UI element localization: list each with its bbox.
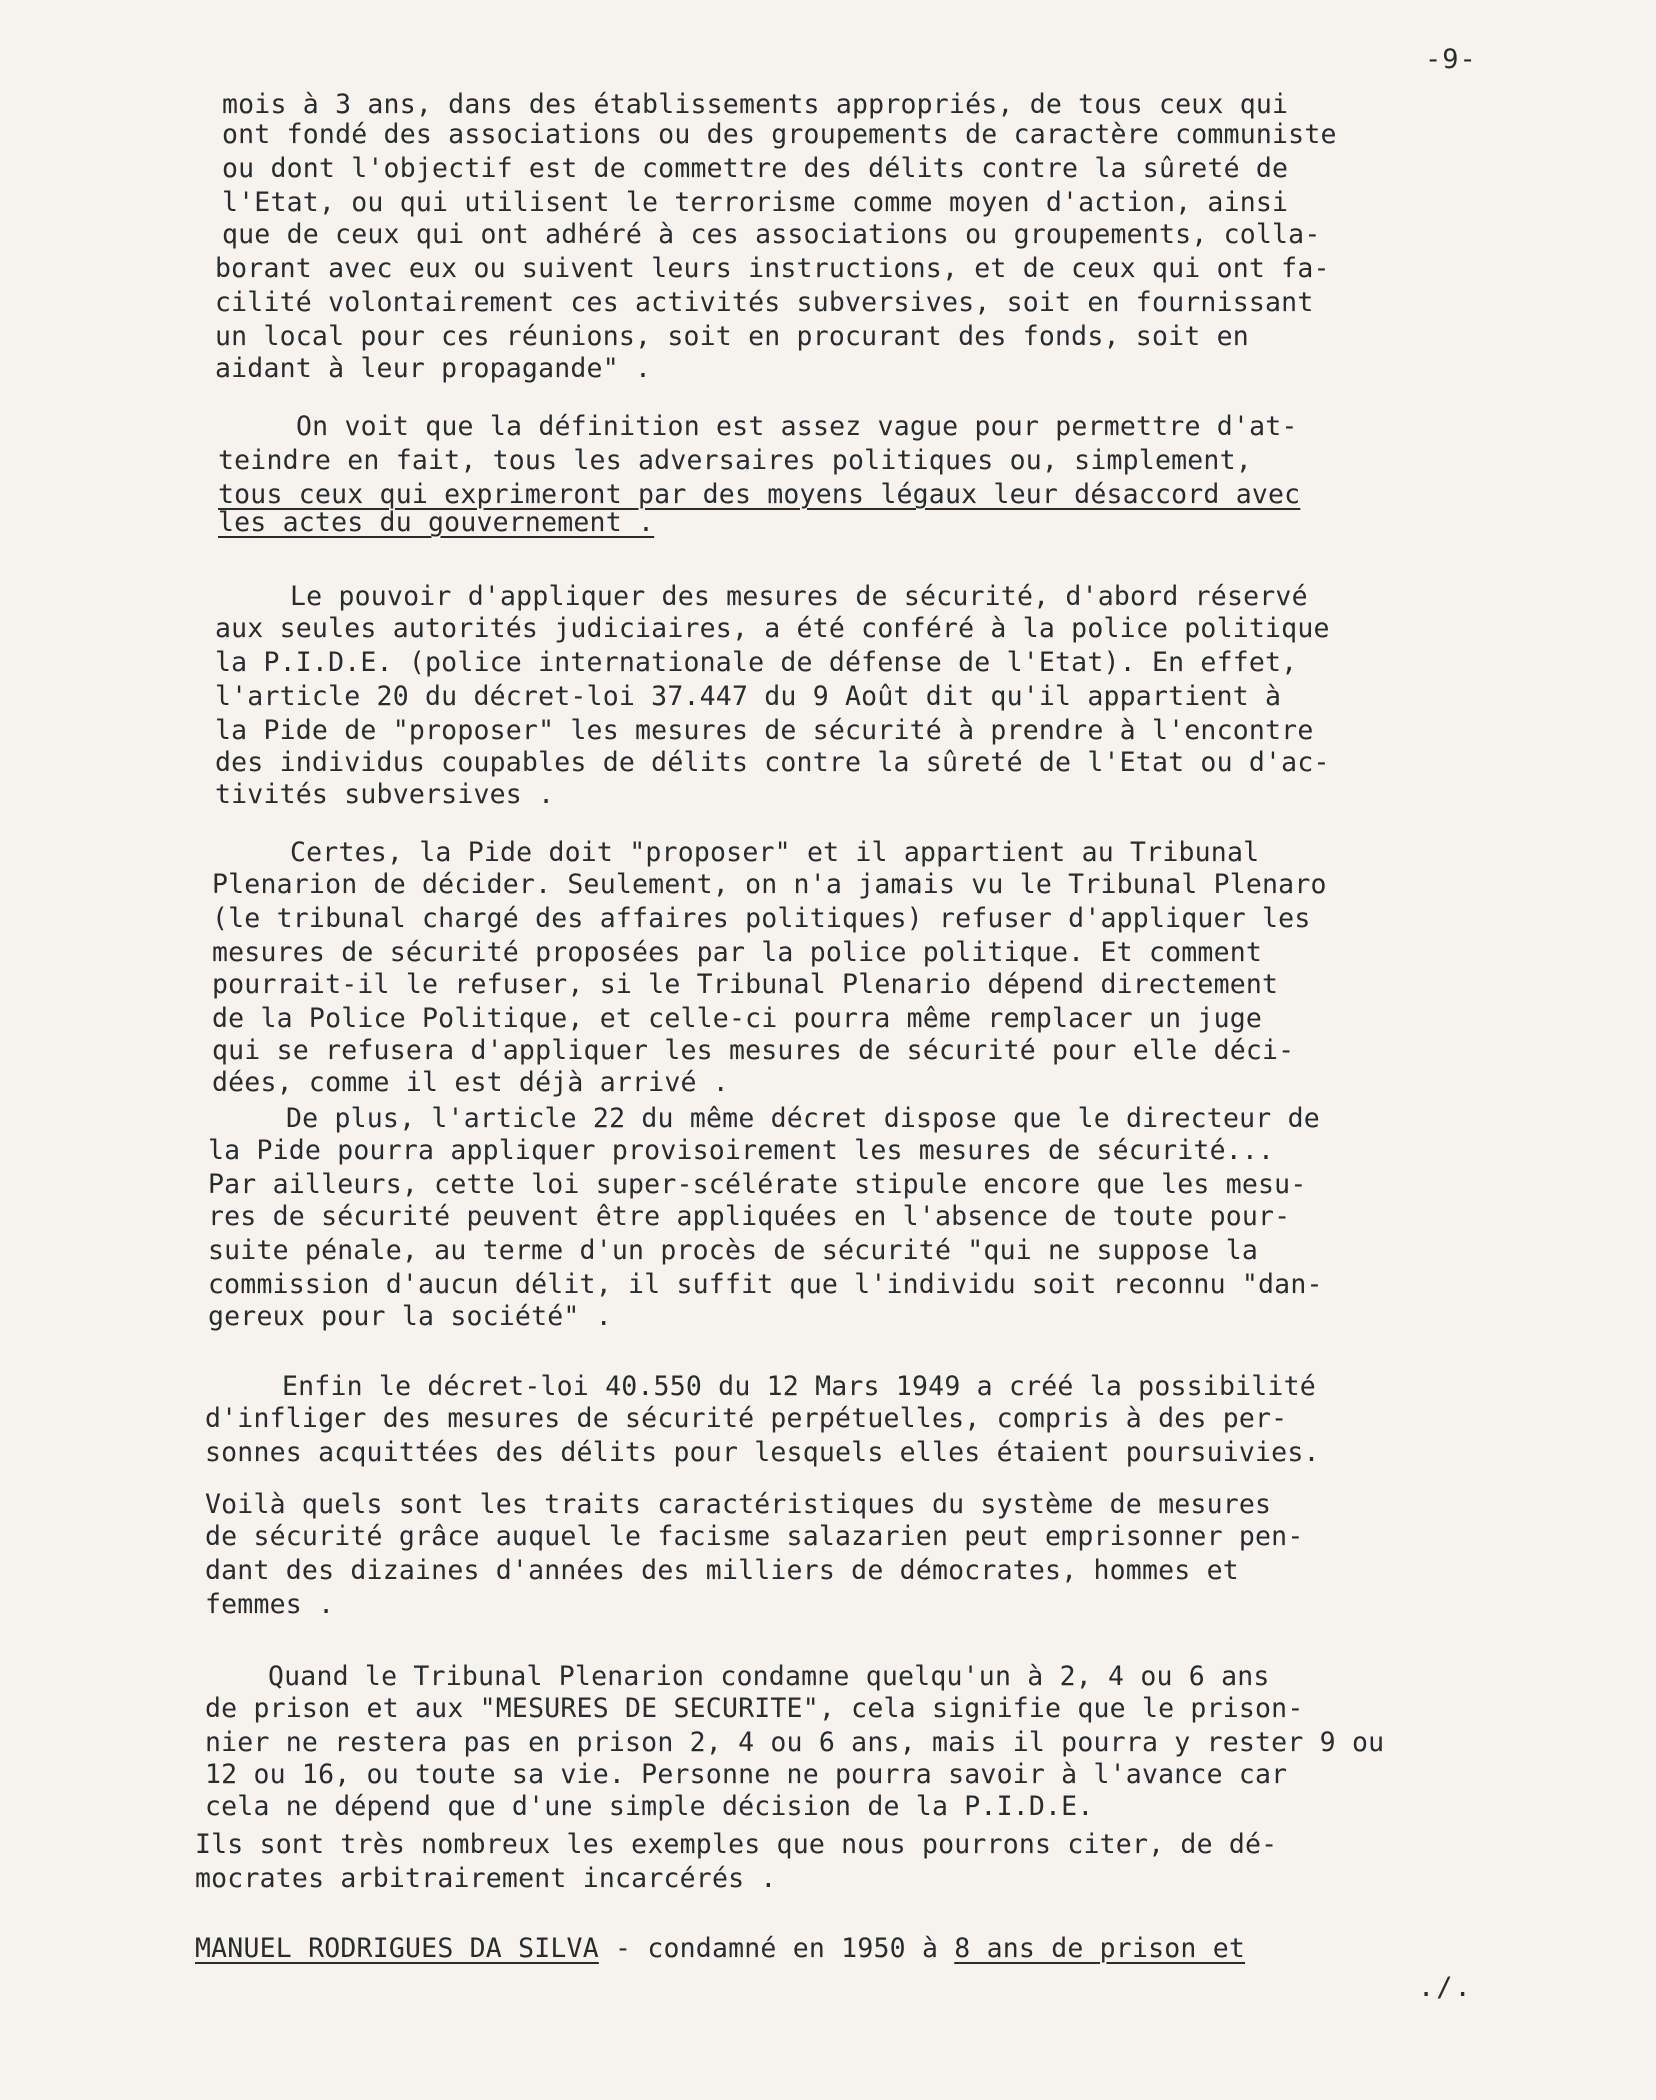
text-line: mois à 3 ans, dans des établissements appropriés, de tous ceux qui	[222, 89, 1289, 120]
text-line: Le pouvoir d'appliquer des mesures de sécurité, d'abord réservé	[290, 581, 1308, 612]
detainee-sentence-intro: - condamné en 1950 à	[598, 1933, 955, 1964]
text-line: dées, comme il est déjà arrivé .	[212, 1067, 729, 1098]
text-line: sonnes acquittées des délits pour lesquels elles étaient poursuivies.	[205, 1437, 1320, 1468]
text-line: aux seules autorités judiciaires, a été conféré à la police politique	[215, 613, 1330, 644]
text-line: Quand le Tribunal Plenarion condamne quelqu'un à 2, 4 ou 6 ans	[268, 1661, 1270, 1692]
underlined-text-line: tous ceux qui exprimeront par des moyens légaux leur désaccord avec	[218, 479, 1301, 510]
text-line: la P.I.D.E. (police internationale de défense de l'Etat). En effet,	[215, 647, 1298, 678]
text-line: teindre en fait, tous les adversaires politiques ou, simplement,	[218, 445, 1252, 476]
text-line: l'article 20 du décret-loi 37.447 du 9 Août dit qu'il appartient à	[215, 681, 1282, 712]
text-line: cela ne dépend que d'une simple décision de la P.I.D.E.	[205, 1791, 1094, 1822]
text-line: un local pour ces réunions, soit en procurant des fonds, soit en	[215, 321, 1249, 352]
text-line: l'Etat, ou qui utilisent le terrorisme comme moyen d'action, ainsi	[222, 187, 1289, 218]
detainee-sentence: 8 ans de prison et	[954, 1933, 1246, 1964]
page-number: -9-	[1425, 44, 1477, 75]
continuation-mark: ./.	[1418, 1972, 1473, 2003]
text-line: qui se refusera d'appliquer les mesures de sécurité pour elle déci-	[212, 1035, 1295, 1066]
detainee-entry	[195, 1932, 1245, 1966]
text-line: suite pénale, au terme d'un procès de sécurité "qui ne suppose la	[208, 1235, 1259, 1266]
text-line: 12 ou 16, ou toute sa vie. Personne ne pourra savoir à l'avance car	[205, 1759, 1288, 1790]
text-line: Plenarion de décider. Seulement, on n'a jamais vu le Tribunal Plenaro	[212, 869, 1327, 900]
text-line: dant des dizaines d'années des milliers de démocrates, hommes et	[205, 1555, 1239, 1586]
text-line: cilité volontairement ces activités subversives, soit en fournissant	[215, 287, 1314, 318]
text-line: de prison et aux "MESURES DE SECURITE", cela signifie que le prison-	[205, 1693, 1304, 1724]
text-line: ont fondé des associations ou des groupements de caractère communiste	[222, 119, 1337, 150]
text-line: que de ceux qui ont adhéré à ces associations ou groupements, colla-	[222, 219, 1321, 250]
text-line: Ils sont très nombreux les exemples que nous pourrons citer, de dé-	[195, 1829, 1278, 1860]
text-line: Certes, la Pide doit "proposer" et il appartient au Tribunal	[290, 837, 1260, 868]
underlined-text-line: les actes du gouvernement .	[218, 507, 655, 538]
text-line: borant avec eux ou suivent leurs instructions, et de ceux qui ont fa-	[215, 253, 1330, 284]
text-line: res de sécurité peuvent être appliquées en l'absence de toute pour-	[208, 1201, 1291, 1232]
text-line: des individus coupables de délits contre la sûreté de l'Etat ou d'ac-	[215, 747, 1330, 778]
text-line: nier ne restera pas en prison 2, 4 ou 6 ans, mais il pourra y rester 9 ou	[205, 1727, 1385, 1758]
text-line: tivités subversives .	[215, 779, 555, 810]
text-line: d'infliger des mesures de sécurité perpétuelles, compris à des per-	[205, 1403, 1288, 1434]
text-line: De plus, l'article 22 du même décret dispose que le directeur de	[286, 1103, 1320, 1134]
text-line: de la Police Politique, et celle-ci pourra même remplacer un juge	[212, 1003, 1263, 1034]
text-line: ou dont l'objectif est de commettre des délits contre la sûreté de	[222, 153, 1289, 184]
text-line: gereux pour la société" .	[208, 1301, 612, 1332]
text-line: la Pide pourra appliquer provisoirement les mesures de sécurité...	[208, 1135, 1275, 1166]
text-line: de sécurité grâce auquel le facisme salazarien peut emprisonner pen-	[205, 1521, 1304, 1552]
text-line: Par ailleurs, cette loi super-scélérate stipule encore que les mesu-	[208, 1169, 1307, 1200]
text-line: pourrait-il le refuser, si le Tribunal Plenario dépend directement	[212, 969, 1279, 1000]
text-line: (le tribunal chargé des affaires politiques) refuser d'appliquer les	[212, 903, 1311, 934]
text-line: la Pide de "proposer" les mesures de sécurité à prendre à l'encontre	[215, 715, 1314, 746]
text-line: Enfin le décret-loi 40.550 du 12 Mars 1949 a créé la possibilité	[282, 1371, 1316, 1402]
detainee-name: MANUEL RODRIGUES DA SILVA	[195, 1933, 599, 1964]
text-line: aidant à leur propagande" .	[215, 353, 652, 384]
text-line: Voilà quels sont les traits caractéristiques du système de mesures	[205, 1489, 1272, 1520]
text-line: commission d'aucun délit, il suffit que l'individu soit reconnu "dan-	[208, 1269, 1323, 1300]
text-line: mesures de sécurité proposées par la police politique. Et comment	[212, 937, 1263, 968]
text-line: femmes .	[205, 1589, 335, 1620]
text-line: On voit que la définition est assez vague pour permettre d'at-	[296, 411, 1298, 442]
text-line: mocrates arbitrairement incarcérés .	[195, 1863, 777, 1894]
